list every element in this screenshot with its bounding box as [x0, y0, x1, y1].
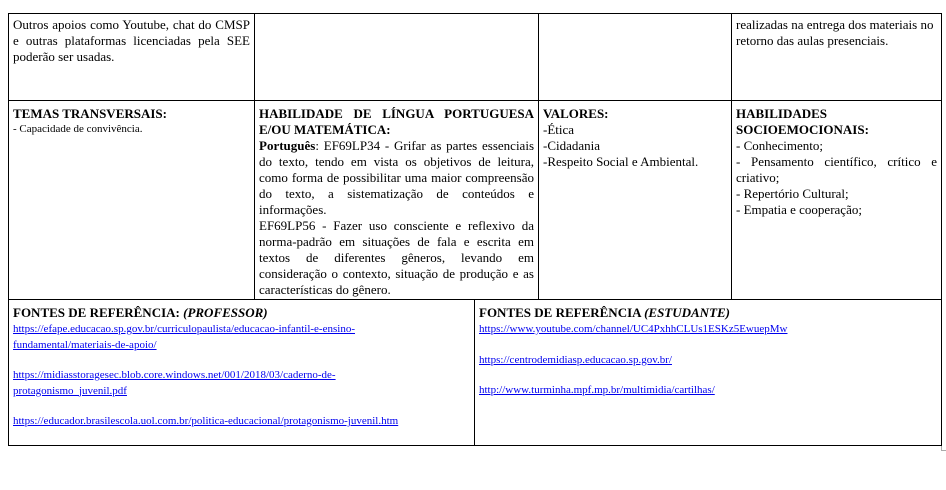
row1-continuation-text: realizadas na entrega dos materiais no retorno das aulas presenciais.: [736, 17, 934, 48]
fontes-estudante-heading-italic: (ESTUDANTE): [644, 305, 731, 320]
valores-item: -Cidadania: [543, 138, 601, 153]
socio-item: - Empatia e cooperação;: [736, 202, 862, 217]
valores-item: -Ética: [543, 122, 575, 137]
valores-heading: VALORES:: [543, 106, 609, 121]
habilidade-paragraph-2: EF69LP56 - Fazer uso consciente e reflexivo da norma-padrão em situações de fala e escrita em textos de diferentes gêneros, levando em consideração o contexto, situação de produção e as características do gênero.: [259, 218, 534, 297]
fontes-professor-heading: [13, 305, 470, 321]
reference-link-centrodemidias[interactable]: https://centrodemidiasp.educacao.sp.gov.br/: [479, 353, 672, 366]
link-line: protagonismo_juvenil.pdf: [13, 384, 127, 397]
reference-link-brasilescola[interactable]: [13, 414, 470, 430]
spacer: [13, 399, 470, 414]
reference-link-turminha[interactable]: http://www.turminha.mpf.mp.br/multimidia/cartilhas/: [479, 384, 715, 396]
temas-heading: TEMAS TRANSVERSAIS:: [13, 106, 167, 121]
row1-cell-4: [731, 13, 942, 101]
habilidade-p1-text: : EF69LP34 - Grifar as partes essenciais do texto, tendo em vista os objetivos de leitura, como forma de possibilitar uma maior compreensão do texto, a sistematização de conteúdos e informações.: [259, 138, 534, 217]
page-corner-mark: [941, 446, 946, 451]
habilidade-cell: [254, 100, 539, 300]
socio-heading: HABILIDADES SOCIOEMOCIONAIS:: [736, 106, 869, 137]
socio-item: - Conhecimento;: [736, 138, 824, 153]
row1-cell-3: [538, 13, 732, 101]
reference-link-youtube[interactable]: https://www.youtube.com/channel/UC4PxhhCLUs1ESKz5EwuepMw: [479, 323, 788, 335]
fontes-professor-heading-italic: (PROFESSOR): [183, 305, 268, 320]
spacer: [479, 338, 937, 353]
socio-item: - Repertório Cultural;: [736, 186, 849, 201]
valores-item: -Respeito Social e Ambiental.: [543, 154, 699, 169]
temas-transversais-cell: [8, 100, 255, 300]
spacer: [13, 353, 470, 368]
fontes-estudante-heading-text: FONTES DE REFERÊNCIA: [479, 305, 645, 320]
spacer: [479, 368, 937, 383]
valores-cell: [538, 100, 732, 300]
portugues-label: Português: [259, 138, 316, 153]
habilidade-heading: HABILIDADE DE LÍNGUA PORTUGUESA E/OU MATEMÁTICA:: [259, 106, 534, 137]
link-line: fundamental/materiais-de-apoio/: [13, 338, 157, 351]
temas-item: - Capacidade de convivência.: [13, 123, 143, 135]
row1-cell-2: [254, 13, 539, 101]
fontes-professor-heading-text: FONTES DE REFERÊNCIA:: [13, 305, 184, 320]
reference-link-efape[interactable]: [13, 322, 470, 353]
row1-cell-1: [8, 13, 255, 101]
socioemocionais-cell: [731, 100, 942, 300]
fontes-professor-cell: [8, 299, 475, 446]
row1-support-text: Outros apoios como Youtube, chat do CMSP e outras plataformas licenciadas pela SEE poderão ser usadas.: [13, 17, 250, 64]
habilidade-paragraph-1: [259, 138, 534, 218]
link-line: https://efape.educacao.sp.gov.br/curriculopaulista/educacao-infantil-e-ensino-: [13, 323, 355, 335]
fontes-estudante-cell: [474, 299, 942, 446]
link-line: https://midiasstoragesec.blob.core.windows.net/001/2018/03/caderno-de-: [13, 369, 336, 381]
reference-link-midiasstorage[interactable]: [13, 368, 470, 399]
socio-item: - Pensamento científico, crítico e criativo;: [736, 154, 937, 185]
fontes-estudante-heading: [479, 305, 937, 321]
link-line: https://educador.brasilescola.uol.com.br/politica-educacional/protagonismo-juvenil.htm: [13, 415, 399, 427]
